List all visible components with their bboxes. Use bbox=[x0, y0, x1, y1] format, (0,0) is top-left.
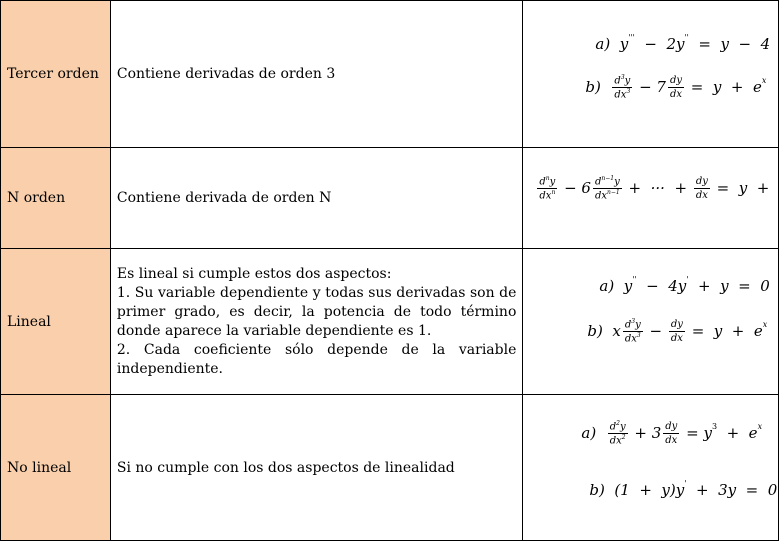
equation-n: $\frac{d^ny}{dx^n}$ − 6 $\frac{d^{n-1}y}{dx^{n-1}}$ + ··· + $\frac{dy}{dx}$ = y + bbox=[539, 175, 770, 202]
row-description bbox=[110, 249, 523, 395]
equation-cell bbox=[523, 148, 779, 249]
equation-b-label: b) bbox=[589, 481, 605, 499]
equation-a-label: a) bbox=[581, 423, 597, 442]
table-row bbox=[1, 148, 779, 249]
equation-b: b) x $\frac{d^3y}{dx^3}$ − $\frac{dy}{dx}$ = $y + e^x$ bbox=[587, 318, 768, 345]
equation-cell bbox=[523, 395, 779, 541]
row-description: Si no cumple con los dos aspectos de linealidad bbox=[110, 395, 523, 541]
description-line: 1. Su variable dependiente y todas sus derivadas son de primer grado, es decir, la potencia de todo término donde aparece la variable dependiente es 1. bbox=[116, 284, 517, 339]
equation-cell bbox=[523, 249, 779, 395]
row-description: Contiene derivadas de orden 3 bbox=[110, 1, 523, 148]
row-label: Lineal bbox=[1, 249, 111, 395]
equation-a-label: a) bbox=[599, 277, 615, 295]
equation-a: a) y'' − 4y' + y = 0 bbox=[599, 275, 770, 295]
equation-a: a) y''' − 2y'' = y − 4 bbox=[595, 33, 771, 53]
equation-b-label: b) bbox=[585, 77, 601, 96]
description-line: Es lineal si cumple estos dos aspectos: bbox=[116, 265, 392, 282]
table-row bbox=[1, 249, 779, 395]
equation-b: b) (1 + y)y' + 3y = 0 bbox=[589, 479, 778, 499]
equation-cell bbox=[523, 1, 779, 148]
description-line: 2. Cada coeficiente sólo depende de la variable independiente. bbox=[116, 341, 517, 377]
equation-a-label: a) bbox=[595, 35, 611, 53]
equation-b: b) $\frac{d^3y}{dx^3}$ − 7 $\frac{dy}{dx}$ = $y + e^x$ bbox=[585, 74, 767, 101]
row-label: Tercer orden bbox=[1, 1, 111, 148]
row-description: Contiene derivada de orden N bbox=[110, 148, 523, 249]
equation-b-label: b) bbox=[587, 321, 603, 340]
equation-a: a) $\frac{d^2y}{dx^2}$ + 3 $\frac{dy}{dx}$ = $y^3 + e^x$ bbox=[581, 420, 763, 447]
row-label: No lineal bbox=[1, 395, 111, 541]
row-label: N orden bbox=[1, 148, 111, 249]
table-row bbox=[1, 1, 779, 148]
table-row bbox=[1, 395, 779, 541]
